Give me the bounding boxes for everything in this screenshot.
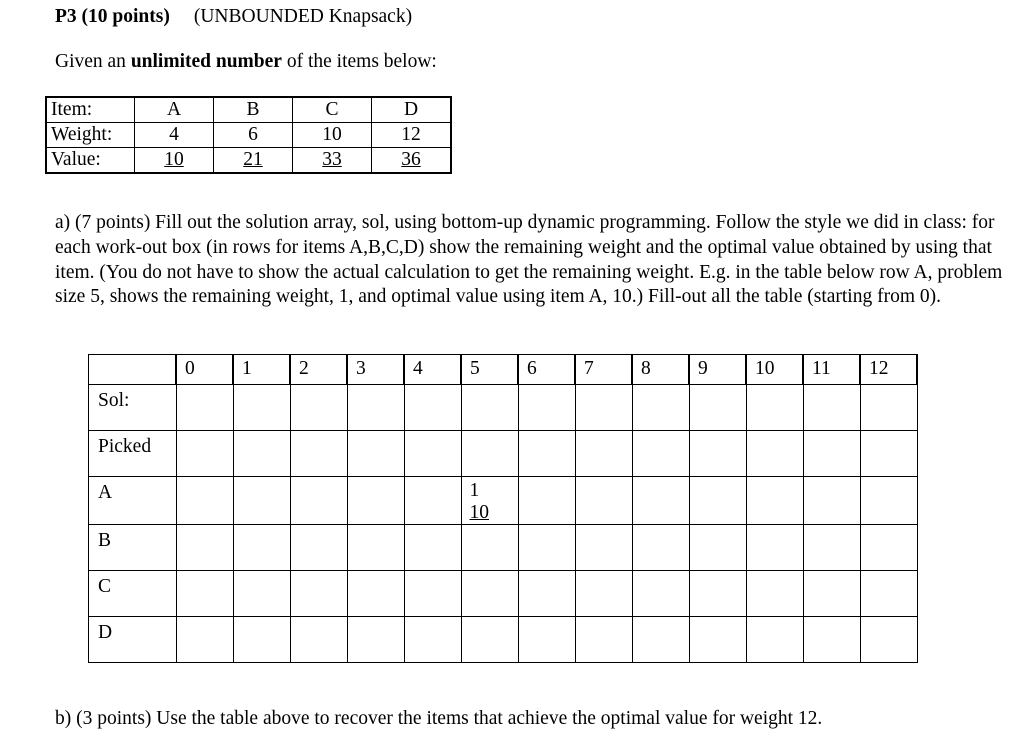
dp-cell[interactable] [347, 525, 404, 571]
dp-cell[interactable] [860, 571, 917, 617]
dp-cell[interactable] [347, 385, 404, 431]
dp-cell[interactable] [860, 525, 917, 571]
part-b-instructions: b) (3 points) Use the table above to recover the items that achieve the optimal value for weight 12. [55, 708, 823, 729]
row-label: Item: [46, 97, 135, 123]
dp-cell[interactable] [518, 385, 575, 431]
example-value: 10 [469, 502, 489, 523]
dp-cell[interactable] [233, 617, 290, 663]
item-value: 36 [401, 149, 421, 170]
dp-column-header: 10 [746, 355, 803, 385]
dp-cell[interactable] [290, 617, 347, 663]
dp-row-label: Sol: [89, 385, 177, 431]
dp-cell[interactable] [575, 385, 632, 431]
dp-row-label: Picked [89, 431, 177, 477]
dp-cell[interactable] [860, 385, 917, 431]
dp-cell[interactable] [860, 617, 917, 663]
item-value-cell [293, 148, 372, 174]
dp-cell[interactable] [290, 525, 347, 571]
dp-cell[interactable] [575, 571, 632, 617]
dp-cell[interactable] [290, 431, 347, 477]
dp-cell[interactable] [746, 477, 803, 525]
dp-cell[interactable] [404, 617, 461, 663]
dp-cell[interactable] [233, 477, 290, 525]
dp-cell[interactable] [746, 385, 803, 431]
dp-cell[interactable] [233, 571, 290, 617]
dp-cell[interactable] [176, 431, 233, 477]
dp-cell[interactable] [518, 617, 575, 663]
dp-cell[interactable] [632, 477, 689, 525]
dp-cell[interactable] [632, 617, 689, 663]
dp-cell[interactable] [461, 525, 518, 571]
dp-cell[interactable] [689, 617, 746, 663]
dp-cell[interactable] [689, 477, 746, 525]
dp-cell[interactable] [860, 477, 917, 525]
dp-column-header: 11 [803, 355, 860, 385]
dp-cell[interactable] [689, 385, 746, 431]
dp-row-b [89, 525, 918, 571]
item-name-row [46, 97, 451, 123]
dp-cell[interactable] [746, 431, 803, 477]
dp-cell[interactable] [860, 431, 917, 477]
item-name: B [214, 97, 293, 123]
dp-cell[interactable] [461, 385, 518, 431]
item-name: C [293, 97, 372, 123]
dp-column-header: 9 [689, 355, 746, 385]
dp-row-label: C [89, 571, 177, 617]
dp-cell[interactable] [632, 431, 689, 477]
dp-column-header: 12 [860, 355, 917, 385]
example-remaining: 1 [469, 480, 480, 501]
dp-column-header: 8 [632, 355, 689, 385]
dp-cell[interactable] [176, 385, 233, 431]
dp-column-header: 4 [404, 355, 461, 385]
item-weight-row [46, 123, 451, 148]
intro-bold: unlimited number [130, 51, 282, 72]
dp-cell[interactable] [632, 385, 689, 431]
item-weight: 12 [372, 123, 452, 148]
items-table [45, 96, 452, 174]
dp-cell[interactable] [632, 525, 689, 571]
dp-row-label: D [89, 617, 177, 663]
dp-cell[interactable] [575, 617, 632, 663]
item-value-cell [214, 148, 293, 174]
problem-title [55, 6, 412, 28]
dp-column-header: 1 [233, 355, 290, 385]
dp-cell[interactable] [404, 525, 461, 571]
intro-suffix: of the items below: [286, 51, 437, 72]
dp-column-header: 3 [347, 355, 404, 385]
dp-cell[interactable] [632, 571, 689, 617]
dp-cell[interactable] [176, 525, 233, 571]
dp-column-header: 7 [575, 355, 632, 385]
dp-cell[interactable] [803, 617, 860, 663]
dp-row-a [89, 477, 918, 525]
dp-cell[interactable] [176, 477, 233, 525]
dp-cell[interactable] [518, 477, 575, 525]
dp-cell[interactable] [404, 477, 461, 525]
dp-example-cell[interactable] [461, 477, 518, 525]
item-value-row [46, 148, 451, 174]
dp-cell[interactable] [233, 385, 290, 431]
dp-cell[interactable] [803, 571, 860, 617]
dp-cell[interactable] [404, 431, 461, 477]
item-weight: 6 [214, 123, 293, 148]
dp-cell[interactable] [746, 617, 803, 663]
item-value: 21 [243, 149, 263, 170]
dp-row-sol [89, 385, 918, 431]
dp-row-label: A [89, 477, 177, 525]
dp-table [88, 354, 918, 663]
dp-cell[interactable] [233, 525, 290, 571]
part-a-instructions: a) (7 points) Fill out the solution array, sol, using bottom-up dynamic programming. Follow the style we did in class: for each work-out box (in rows for items A,B,C,D) show the remaining weight and the optimal value obtained by using that item. (You do not have to show the actual calculation to get the remaining weight. E.g. in the table below row A, problem size 5, shows the remaining weight, 1, and optimal value using item A, 10.) Fill-out all the table (starting from 0). [55, 212, 1003, 308]
dp-column-header: 0 [176, 355, 233, 385]
dp-cell[interactable] [518, 431, 575, 477]
problem-name: (UNBOUNDED Knapsack) [193, 6, 413, 27]
item-value: 33 [322, 149, 342, 170]
item-value-cell [372, 148, 452, 174]
dp-column-header: 6 [518, 355, 575, 385]
item-value-cell [135, 148, 214, 174]
dp-cell[interactable] [290, 477, 347, 525]
item-name: A [135, 97, 214, 123]
dp-cell[interactable] [461, 431, 518, 477]
dp-cell[interactable] [746, 525, 803, 571]
dp-cell[interactable] [575, 477, 632, 525]
row-label: Weight: [46, 123, 135, 148]
dp-cell[interactable] [290, 571, 347, 617]
dp-cell[interactable] [233, 431, 290, 477]
dp-corner-cell [89, 355, 177, 385]
dp-cell[interactable] [461, 571, 518, 617]
dp-cell[interactable] [689, 431, 746, 477]
dp-row-c [89, 571, 918, 617]
problem-number: P3 (10 points) [55, 6, 170, 27]
dp-row-picked [89, 431, 918, 477]
intro-line [55, 51, 437, 73]
dp-cell[interactable] [290, 385, 347, 431]
dp-row-d [89, 617, 918, 663]
dp-cell[interactable] [575, 431, 632, 477]
dp-header-row [89, 355, 918, 385]
row-label: Value: [46, 148, 135, 174]
dp-cell[interactable] [689, 525, 746, 571]
dp-cell[interactable] [347, 477, 404, 525]
dp-row-label: B [89, 525, 177, 571]
dp-cell[interactable] [404, 385, 461, 431]
dp-cell[interactable] [404, 571, 461, 617]
dp-cell[interactable] [803, 477, 860, 525]
dp-cell[interactable] [518, 525, 575, 571]
dp-cell[interactable] [518, 571, 575, 617]
dp-column-header: 2 [290, 355, 347, 385]
dp-cell[interactable] [347, 431, 404, 477]
dp-cell[interactable] [575, 525, 632, 571]
dp-cell[interactable] [803, 385, 860, 431]
dp-cell[interactable] [746, 571, 803, 617]
dp-cell[interactable] [176, 617, 233, 663]
dp-cell[interactable] [803, 431, 860, 477]
intro-prefix: Given an [55, 51, 126, 72]
dp-cell[interactable] [176, 571, 233, 617]
item-weight: 10 [293, 123, 372, 148]
dp-cell[interactable] [461, 617, 518, 663]
item-name: D [372, 97, 452, 123]
item-weight: 4 [135, 123, 214, 148]
dp-cell[interactable] [347, 571, 404, 617]
dp-cell[interactable] [347, 617, 404, 663]
dp-cell[interactable] [803, 525, 860, 571]
dp-column-header: 5 [461, 355, 518, 385]
item-value: 10 [164, 149, 184, 170]
dp-cell[interactable] [689, 571, 746, 617]
